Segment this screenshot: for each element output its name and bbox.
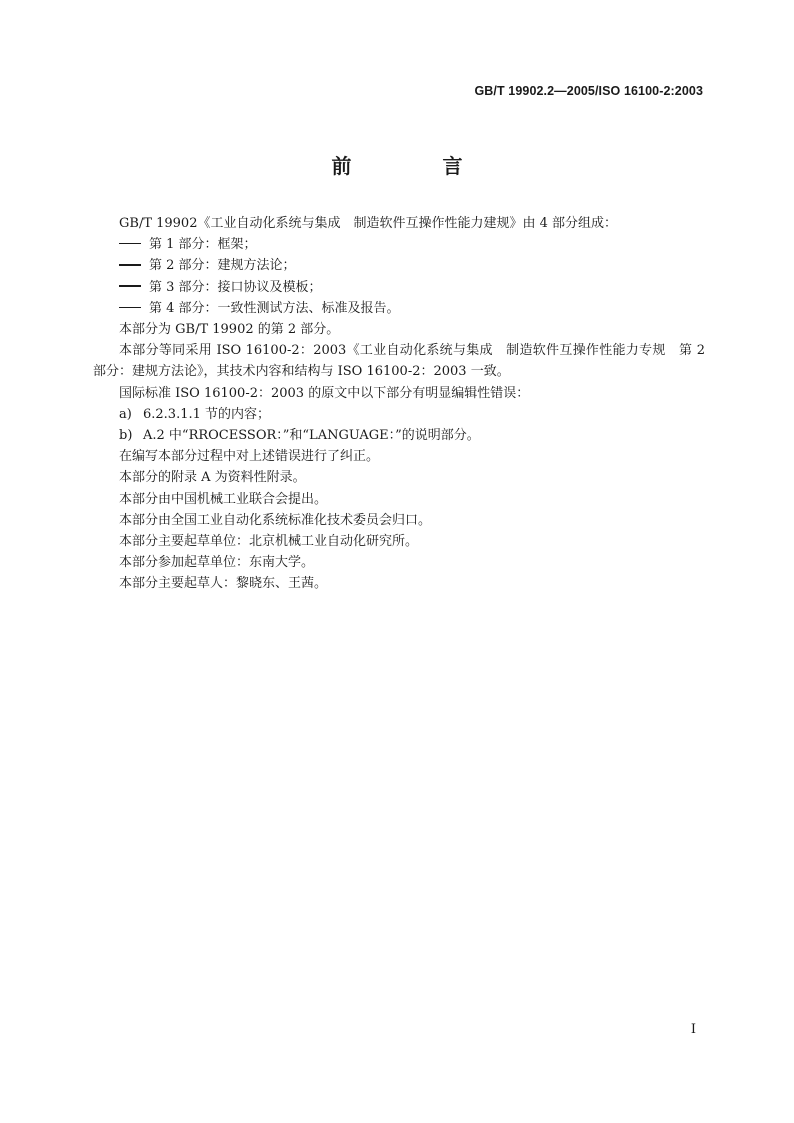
part-list-item-text: 第 3 部分：接口协议及模板；: [149, 279, 322, 295]
standard-number-header: GB/T 19902.2—2005/ISO 16100-2:2003: [474, 84, 703, 98]
document-body: [93, 213, 705, 595]
intro-paragraph: GB/T 19902《工业自动化系统与集成 制造软件互操作性能力建规》由 4 部分组成：: [119, 216, 618, 231]
errata-item-marker: a): [119, 406, 132, 422]
dash-marker: [119, 264, 141, 266]
part-list-item-text: 第 2 部分：建规方法论；: [149, 258, 296, 274]
errata-item-marker: b): [119, 428, 133, 444]
errata-item: [93, 425, 705, 446]
dash-marker: [119, 307, 141, 309]
part-list-item-text: 第 4 部分：一致性测试方法、标准及报告。: [149, 300, 400, 316]
errata-item-text: 6.2.3.1.1 节的内容；: [143, 406, 271, 422]
appendix-paragraph: 本部分的附录 A 为资料性附录。: [119, 470, 306, 486]
participating-unit-paragraph: 本部分参加起草单位：东南大学。: [119, 555, 315, 571]
adoption-paragraph: 本部分等同采用 ISO 16100-2：2003《工业自动化系统与集成 制造软件互操作性能力专规 第 2 部分：建规方法论》，其技术内容和结构与 ISO 16100-2：2003 一致。: [93, 343, 705, 380]
committee-paragraph: 本部分由全国工业自动化系统标准化技术委员会归口。: [119, 512, 432, 528]
part-list-item: [93, 298, 705, 319]
part-list-item-text: 第 1 部分：框架；: [149, 237, 257, 253]
errata-item-text: A.2 中“RROCESSOR：”和“LANGUAGE：”的说明部分。: [143, 428, 480, 444]
part-statement-paragraph: 本部分为 GB/T 19902 的第 2 部分。: [119, 322, 340, 338]
dash-marker: [119, 285, 141, 287]
page-title: 前 言: [331, 154, 505, 178]
part-list-item: [93, 255, 705, 276]
proposer-paragraph: 本部分由中国机械工业联合会提出。: [119, 491, 328, 507]
correction-paragraph: 在编写本部分过程中对上述错误进行了纠正。: [119, 449, 380, 465]
part-list-item: [93, 234, 705, 255]
page-number: I: [690, 1022, 696, 1037]
part-list-item: [93, 277, 705, 298]
main-drafter-unit-paragraph: 本部分主要起草单位：北京机械工业自动化研究所。: [119, 534, 419, 550]
dash-marker: [119, 243, 141, 245]
drafters-paragraph: 本部分主要起草人：黎晓东、王茜。: [119, 576, 328, 592]
errata-intro-paragraph: 国际标准 ISO 16100-2：2003 的原文中以下部分有明显编辑性错误：: [119, 385, 530, 401]
errata-item: [93, 404, 705, 425]
